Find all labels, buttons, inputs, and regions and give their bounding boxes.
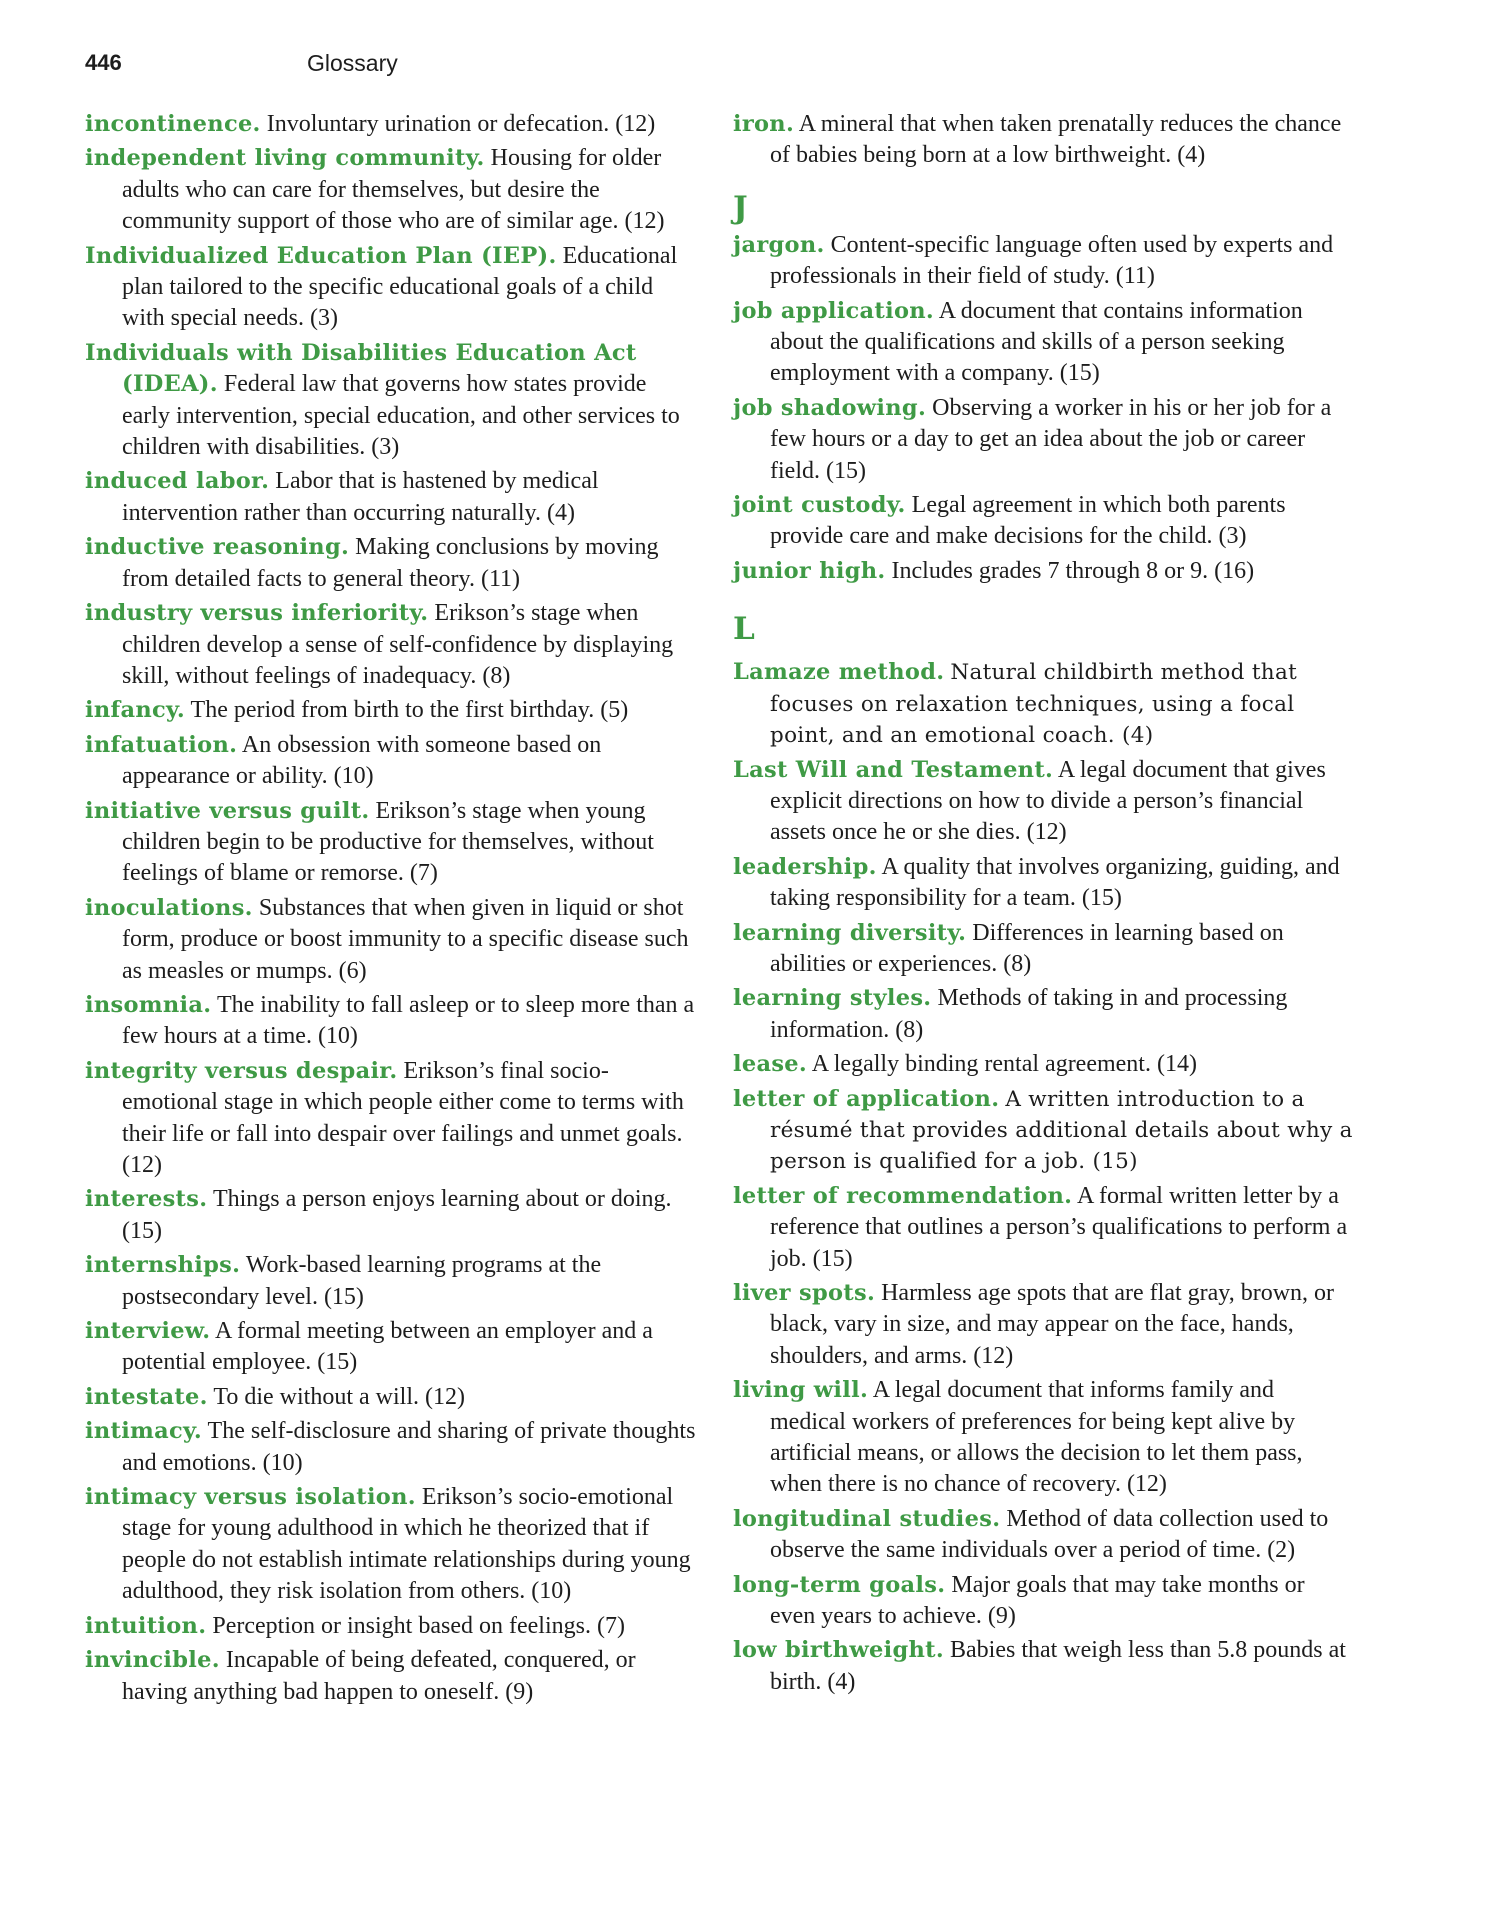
glossary-definition: An obsession with someone based on appearance or ability. (10): [122, 731, 602, 790]
glossary-entry: [733, 393, 1353, 487]
glossary-entry: [85, 1382, 700, 1413]
glossary-term: iron.: [733, 111, 795, 137]
glossary-term: Lamaze method.: [733, 659, 945, 686]
glossary-entry: [733, 1181, 1353, 1275]
glossary-term: intestate.: [85, 1383, 208, 1410]
glossary-entry: [733, 983, 1353, 1046]
glossary-definition: Natural childbirth method that focuses on relaxation techniques, using a focal point, and an emotional coach. (4): [770, 660, 1298, 749]
glossary-term: infatuation.: [85, 731, 238, 758]
glossary-definition: The inability to fall asleep or to sleep more than a few hours at a time. (10): [122, 991, 695, 1050]
glossary-definition: A formal written letter by a reference that outlines a person’s qualifications to perform a job. (15): [770, 1182, 1348, 1272]
glossary-term: inductive reasoning.: [85, 534, 350, 561]
glossary-term: induced labor.: [85, 468, 270, 495]
page-number: 446: [85, 50, 122, 75]
glossary-entry: [85, 109, 700, 140]
glossary-definition: Making conclusions by moving from detailed facts to general theory. (11): [122, 534, 659, 592]
glossary-term: longitudinal studies.: [733, 1505, 1001, 1532]
glossary-term: job shadowing.: [733, 394, 927, 421]
glossary-term: invincible.: [85, 1647, 220, 1674]
glossary-column-left: [85, 109, 700, 1711]
glossary-term: infancy.: [85, 697, 185, 724]
glossary-definition: Erikson’s socio-emotional stage for young adulthood in which he theorized that if people do not establish intimate relationships during young adulthood, they risk isolation from others. (10): [122, 1484, 691, 1605]
glossary-definition: Methods of taking in and processing information. (8): [770, 985, 1288, 1043]
glossary-definition: The period from birth to the first birthday. (5): [190, 697, 629, 724]
glossary-entry: [733, 490, 1353, 553]
glossary-entry: [733, 1635, 1353, 1698]
glossary-term: lease.: [733, 1051, 808, 1078]
glossary-definition: Babies that weigh less than 5.8 pounds at birth. (4): [770, 1637, 1346, 1695]
glossary-entry: [733, 918, 1353, 981]
glossary-term: leadership.: [733, 853, 877, 880]
glossary-definition: Differences in learning based on abilities or experiences. (8): [770, 919, 1284, 977]
glossary-definition: Major goals that may take months or even years to achieve. (9): [770, 1571, 1305, 1630]
glossary-entry: [85, 338, 700, 464]
glossary-entry: [85, 1416, 700, 1479]
glossary-term: Individualized Education Plan (IEP).: [85, 242, 557, 269]
glossary-entry: [85, 1645, 700, 1708]
glossary-definition: A quality that involves organizing, guiding, and taking responsibility for a team. (15): [770, 853, 1340, 912]
glossary-entry: [733, 1049, 1353, 1080]
glossary-term: integrity versus despair.: [85, 1057, 398, 1084]
glossary-term: learning styles.: [733, 985, 932, 1012]
glossary-definition: Federal law that governs how states provide early intervention, special education, and other services to children with disabilities. (3): [122, 371, 680, 461]
glossary-term: industry versus inferiority.: [85, 600, 429, 627]
glossary-entry: [733, 1504, 1353, 1567]
glossary-definition: A mineral that when taken prenatally reduces the chance of babies being born at a low birthweight. (4): [770, 111, 1342, 169]
glossary-term: interests.: [85, 1186, 208, 1213]
glossary-term: interview.: [85, 1318, 211, 1345]
glossary-entry: [85, 796, 700, 890]
glossary-definition: Method of data collection used to observe the same individuals over a period of time. (2): [770, 1505, 1329, 1564]
glossary-entry: [733, 1084, 1353, 1178]
glossary-term: intimacy versus isolation.: [85, 1484, 416, 1511]
glossary-entry: [85, 990, 700, 1053]
glossary-entry: [733, 1570, 1353, 1633]
glossary-term: intimacy.: [85, 1418, 202, 1445]
glossary-definition: To die without a will. (12): [213, 1383, 465, 1410]
glossary-term: living will.: [733, 1377, 869, 1404]
glossary-term: letter of recommendation.: [733, 1182, 1073, 1209]
glossary-definition: Harmless age spots that are flat gray, brown, or black, vary in size, and may appear on the face, hands, shoulders, and arms. (12): [770, 1280, 1335, 1369]
glossary-entry: [85, 143, 700, 237]
glossary-definition: A legal document that gives explicit directions on how to divide a person’s financial assets once he or she dies. (12): [770, 756, 1326, 846]
glossary-entry: [85, 695, 700, 726]
glossary-definition: Housing for older adults who can care for themselves, but desire the community support of those who are of similar age. (12): [122, 145, 665, 235]
glossary-term: junior high.: [733, 557, 886, 584]
glossary-entry: [733, 296, 1353, 390]
glossary-entry: [85, 1611, 700, 1642]
glossary-entry: [733, 230, 1353, 293]
glossary-term: liver spots.: [733, 1280, 876, 1306]
glossary-term: long-term goals.: [733, 1571, 946, 1598]
glossary-definition: Labor that is hastened by medical intervention rather than occurring naturally. (4): [122, 468, 599, 526]
glossary-term: Individuals with Disabilities Education Act (IDEA).: [85, 339, 637, 398]
glossary-definition: A legally binding rental agreement. (14): [811, 1051, 1197, 1078]
glossary-entry: [85, 1056, 700, 1182]
glossary-entry: [85, 598, 700, 692]
glossary-term: incontinence.: [85, 111, 261, 137]
glossary-entry: [85, 1184, 700, 1247]
glossary-term: independent living community.: [85, 145, 485, 172]
glossary-entry: [733, 1278, 1353, 1372]
glossary-term: insomnia.: [85, 991, 212, 1018]
glossary-definition: Erikson’s stage when young children begin to be productive for themselves, without feelings of blame or remorse. (7): [122, 797, 654, 887]
glossary-term: inoculations.: [85, 894, 253, 921]
running-head: Glossary: [307, 50, 398, 76]
glossary-definition: A legal document that informs family and medical workers of preferences for being kept alive by artificial means, or allows the decision to let them pass, when there is no chance of recovery. (12): [770, 1377, 1303, 1498]
glossary-term: letter of application.: [733, 1085, 1000, 1112]
glossary-entry: [733, 852, 1353, 915]
glossary-definition: Work-based learning programs at the postsecondary level. (15): [122, 1252, 602, 1310]
glossary-term: internships.: [85, 1252, 241, 1279]
glossary-definition: Legal agreement in which both parents provide care and make decisions for the child. (3): [770, 492, 1286, 550]
glossary-entry: [85, 241, 700, 335]
glossary-term: initiative versus guilt.: [85, 797, 370, 824]
glossary-definition: Content-specific language often used by experts and professionals in their field of study. (11): [770, 231, 1334, 290]
glossary-term: intuition.: [85, 1612, 207, 1639]
glossary-term: Last Will and Testament.: [733, 756, 1054, 783]
glossary-term: low birthweight.: [733, 1637, 944, 1664]
glossary-definition: The self-disclosure and sharing of private thoughts and emotions. (10): [122, 1418, 696, 1476]
glossary-entry: [85, 893, 700, 987]
glossary-definition: Incapable of being defeated, conquered, or having anything bad happen to oneself. (9): [122, 1647, 636, 1705]
glossary-entry: [85, 1482, 700, 1608]
glossary-term: job application.: [733, 297, 935, 324]
glossary-term: joint custody.: [733, 492, 906, 519]
glossary-entry: [733, 556, 1353, 587]
glossary-definition: Includes grades 7 through 8 or 9. (16): [891, 557, 1255, 584]
glossary-entry: [85, 466, 700, 529]
section-letter-l: L: [733, 611, 755, 648]
glossary-entry: [733, 109, 1353, 172]
glossary-definition: Erikson’s final socio-emotional stage in which people either come to terms with their life or fall into despair over failings and unmet goals. (12): [122, 1057, 684, 1178]
section-letter-j: J: [733, 189, 748, 226]
glossary-term: jargon.: [733, 231, 825, 258]
glossary-definition: Things a person enjoys learning about or doing. (15): [122, 1186, 672, 1244]
glossary-entry: [85, 532, 700, 595]
glossary-definition: Erikson’s stage when children develop a sense of self-confidence by displaying skill, without feelings of inadequacy. (8): [122, 600, 674, 689]
glossary-definition: A written introduction to a résumé that provides additional details about why a person is qualified for a job. (15): [770, 1086, 1353, 1175]
glossary-definition: A formal meeting between an employer and a potential employee. (15): [122, 1318, 653, 1376]
glossary-entry: [85, 730, 700, 793]
glossary-column-right: [733, 109, 1353, 1701]
glossary-definition: Perception or insight based on feelings. (7): [212, 1612, 625, 1639]
glossary-term: learning diversity.: [733, 919, 967, 946]
glossary-definition: Educational plan tailored to the specific educational goals of a child with special needs. (3): [122, 242, 678, 332]
glossary-definition: A document that contains information about the qualifications and skills of a person seeking employment with a company. (15): [770, 297, 1303, 387]
glossary-definition: Observing a worker in his or her job for a few hours or a day to get an idea about the job or career field. (15): [770, 394, 1332, 484]
glossary-definition: Involuntary urination or defecation. (12): [266, 111, 656, 137]
glossary-entry: [733, 755, 1353, 849]
glossary-entry: [85, 1316, 700, 1379]
glossary-entry: [733, 657, 1353, 751]
glossary-entry: [733, 1375, 1353, 1501]
glossary-entry: [85, 1250, 700, 1313]
glossary-definition: Substances that when given in liquid or shot form, produce or boost immunity to a specific disease such as measles or mumps. (6): [122, 894, 689, 984]
